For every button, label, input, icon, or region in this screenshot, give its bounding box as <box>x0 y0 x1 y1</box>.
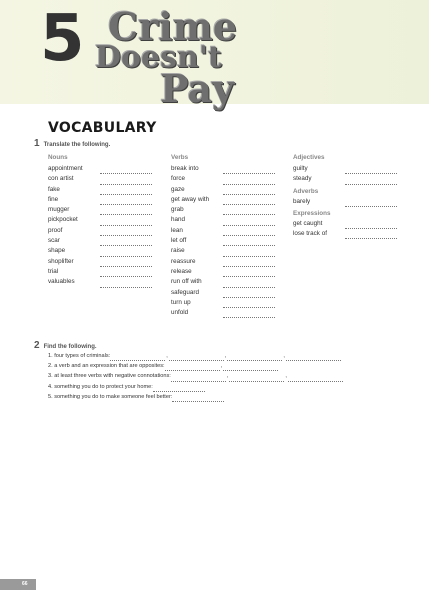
find-item <box>48 392 343 402</box>
vocab-word: barely <box>293 197 311 205</box>
vocab-row <box>171 277 275 287</box>
vocab-row <box>171 226 275 236</box>
translation-blank[interactable] <box>100 229 152 236</box>
translation-blank[interactable] <box>223 260 275 267</box>
answer-blank[interactable] <box>223 365 278 371</box>
adjectives-list <box>293 164 397 185</box>
vocab-word: unfold <box>171 309 189 317</box>
translation-blank[interactable] <box>100 178 152 185</box>
vocab-row <box>48 174 152 184</box>
vocab-row <box>293 164 397 174</box>
vocab-word: con artist <box>48 175 74 183</box>
unit-title-line-3: Pay <box>160 66 235 111</box>
vocab-row <box>171 195 275 205</box>
vocab-word: get away with <box>171 195 210 203</box>
vocab-word: lose track of <box>293 230 327 238</box>
unit-title-line-2: Doesn't <box>95 40 222 75</box>
vocab-row <box>171 298 275 308</box>
translation-blank[interactable] <box>345 167 397 174</box>
vocab-word: lean <box>171 226 183 234</box>
vocab-word: release <box>171 267 192 275</box>
translation-blank[interactable] <box>100 188 152 195</box>
vocab-word: force <box>171 175 185 183</box>
exercise-1-instruction: Translate the following. <box>43 142 111 148</box>
translation-blank[interactable] <box>223 239 275 246</box>
find-list <box>48 351 343 402</box>
expressions-list <box>293 219 397 240</box>
unit-number: 5 <box>40 2 83 76</box>
translation-blank[interactable] <box>100 198 152 205</box>
vocab-word: reassure <box>171 257 196 265</box>
translation-blank[interactable] <box>223 188 275 195</box>
expressions-heading: Expressions <box>293 209 331 217</box>
translation-blank[interactable] <box>345 200 397 207</box>
translation-blank[interactable] <box>223 281 275 288</box>
comma-separator: , <box>283 352 285 359</box>
vocab-word: shape <box>48 247 66 255</box>
vocab-word: turn up <box>171 298 191 306</box>
vocab-row <box>48 185 152 195</box>
answer-blank[interactable] <box>286 355 341 361</box>
translation-blank[interactable] <box>100 167 152 174</box>
vocab-word: let off <box>171 237 187 245</box>
translation-blank[interactable] <box>223 301 275 308</box>
vocab-row <box>171 308 275 318</box>
vocab-row <box>48 215 152 225</box>
vocab-word: proof <box>48 226 63 234</box>
vocab-row <box>171 257 275 267</box>
vocab-row <box>171 246 275 256</box>
vocab-row <box>48 195 152 205</box>
vocab-row <box>48 257 152 267</box>
vocab-row <box>293 219 397 229</box>
vocab-word: run off with <box>171 278 202 286</box>
comma-separator: , <box>285 373 287 380</box>
verbs-heading: Verbs <box>171 154 189 161</box>
find-item-prompt: 1. four types of criminals: <box>48 352 111 359</box>
find-item <box>48 371 343 381</box>
translation-blank[interactable] <box>345 178 397 185</box>
vocab-word: get caught <box>293 219 323 227</box>
vocab-row <box>171 288 275 298</box>
translation-blank[interactable] <box>223 167 275 174</box>
vocab-word: shoplifter <box>48 257 74 265</box>
answer-blank[interactable] <box>227 355 282 361</box>
vocab-word: pickpocket <box>48 216 78 224</box>
page-number: 66 <box>22 581 28 587</box>
translation-blank[interactable] <box>100 239 152 246</box>
vocab-word: steady <box>293 175 312 183</box>
vocab-word: fake <box>48 185 60 193</box>
vocab-word: appointment <box>48 165 83 172</box>
other-words-column <box>293 152 397 239</box>
nouns-column <box>48 152 152 288</box>
page-number-tab <box>0 579 36 590</box>
comma-separator: , <box>224 352 227 359</box>
adverbs-list <box>293 197 397 207</box>
vocab-row <box>293 229 397 239</box>
find-item <box>48 382 343 392</box>
answer-blank[interactable] <box>172 396 224 402</box>
vocab-row <box>48 226 152 236</box>
vocab-row <box>171 215 275 225</box>
translation-blank[interactable] <box>223 178 275 185</box>
nouns-heading: Nouns <box>48 154 68 161</box>
translation-blank[interactable] <box>223 291 275 298</box>
vocab-word: guilty <box>293 165 308 172</box>
vocab-word: gaze <box>171 185 185 193</box>
vocab-row <box>171 185 275 195</box>
translation-blank[interactable] <box>223 229 275 236</box>
exercise-2-instruction: Find the following. <box>43 344 97 350</box>
translation-blank[interactable] <box>345 222 397 229</box>
translation-blank[interactable] <box>223 219 275 226</box>
verbs-list <box>171 164 275 318</box>
answer-blank[interactable] <box>171 376 226 382</box>
section-heading: VOCABULARY <box>48 120 157 136</box>
exercise-1-number: 1 <box>34 138 40 149</box>
nouns-list <box>48 164 152 288</box>
unit-title-line-1: Crime <box>108 4 238 49</box>
translation-blank[interactable] <box>223 311 275 318</box>
adverbs-heading: Adverbs <box>293 187 319 195</box>
comma-separator: , <box>166 352 168 359</box>
answer-blank[interactable] <box>169 355 224 361</box>
vocab-word: fine <box>48 195 59 203</box>
find-item <box>48 361 343 371</box>
vocab-row <box>171 236 275 246</box>
vocab-word: grab <box>171 206 184 214</box>
find-item-prompt: 2. a verb and an expression that are opposites: <box>48 363 165 370</box>
translation-blank[interactable] <box>223 250 275 257</box>
find-item-prompt: 3. at least three verbs with negative connotations: <box>48 373 171 380</box>
translation-blank[interactable] <box>100 270 152 277</box>
translation-blank[interactable] <box>100 250 152 257</box>
translation-blank[interactable] <box>100 219 152 226</box>
vocab-row <box>48 277 152 287</box>
vocab-word: break into <box>171 165 199 172</box>
vocab-row <box>293 174 397 184</box>
comma-separator: , <box>220 363 223 370</box>
vocab-word: scar <box>48 237 60 245</box>
exercise-2-header <box>34 340 97 351</box>
vocab-word: valuables <box>48 278 75 286</box>
translation-blank[interactable] <box>100 208 152 215</box>
vocab-word: trial <box>48 267 59 275</box>
vocab-row <box>48 267 152 277</box>
vocab-row <box>171 174 275 184</box>
vocab-word: mugger <box>48 206 70 214</box>
answer-blank[interactable] <box>165 365 220 371</box>
verbs-column <box>171 152 275 318</box>
translation-blank[interactable] <box>223 208 275 215</box>
comma-separator: , <box>226 373 229 380</box>
find-item <box>48 351 343 361</box>
exercise-2-number: 2 <box>34 340 40 351</box>
unit-header <box>0 0 429 111</box>
vocab-row <box>171 164 275 174</box>
vocab-row <box>48 236 152 246</box>
translation-blank[interactable] <box>100 281 152 288</box>
translation-blank[interactable] <box>223 270 275 277</box>
vocab-row <box>171 205 275 215</box>
translation-blank[interactable] <box>100 260 152 267</box>
answer-blank[interactable] <box>288 376 343 382</box>
vocab-row <box>171 267 275 277</box>
find-item-prompt: 5. something you do to make someone feel better: <box>48 393 173 400</box>
vocab-row <box>48 246 152 256</box>
vocab-word: raise <box>171 247 185 255</box>
find-item-prompt: 4. something you do to protect your home: <box>48 383 153 390</box>
answer-blank[interactable] <box>229 376 284 382</box>
translation-blank[interactable] <box>345 232 397 239</box>
exercise-1-header <box>34 138 110 149</box>
translation-blank[interactable] <box>223 198 275 205</box>
vocab-row <box>48 205 152 215</box>
vocab-row <box>293 197 397 207</box>
vocab-word: safeguard <box>171 288 200 296</box>
vocab-row <box>48 164 152 174</box>
adjectives-heading: Adjectives <box>293 154 325 161</box>
vocab-word: hand <box>171 216 186 224</box>
